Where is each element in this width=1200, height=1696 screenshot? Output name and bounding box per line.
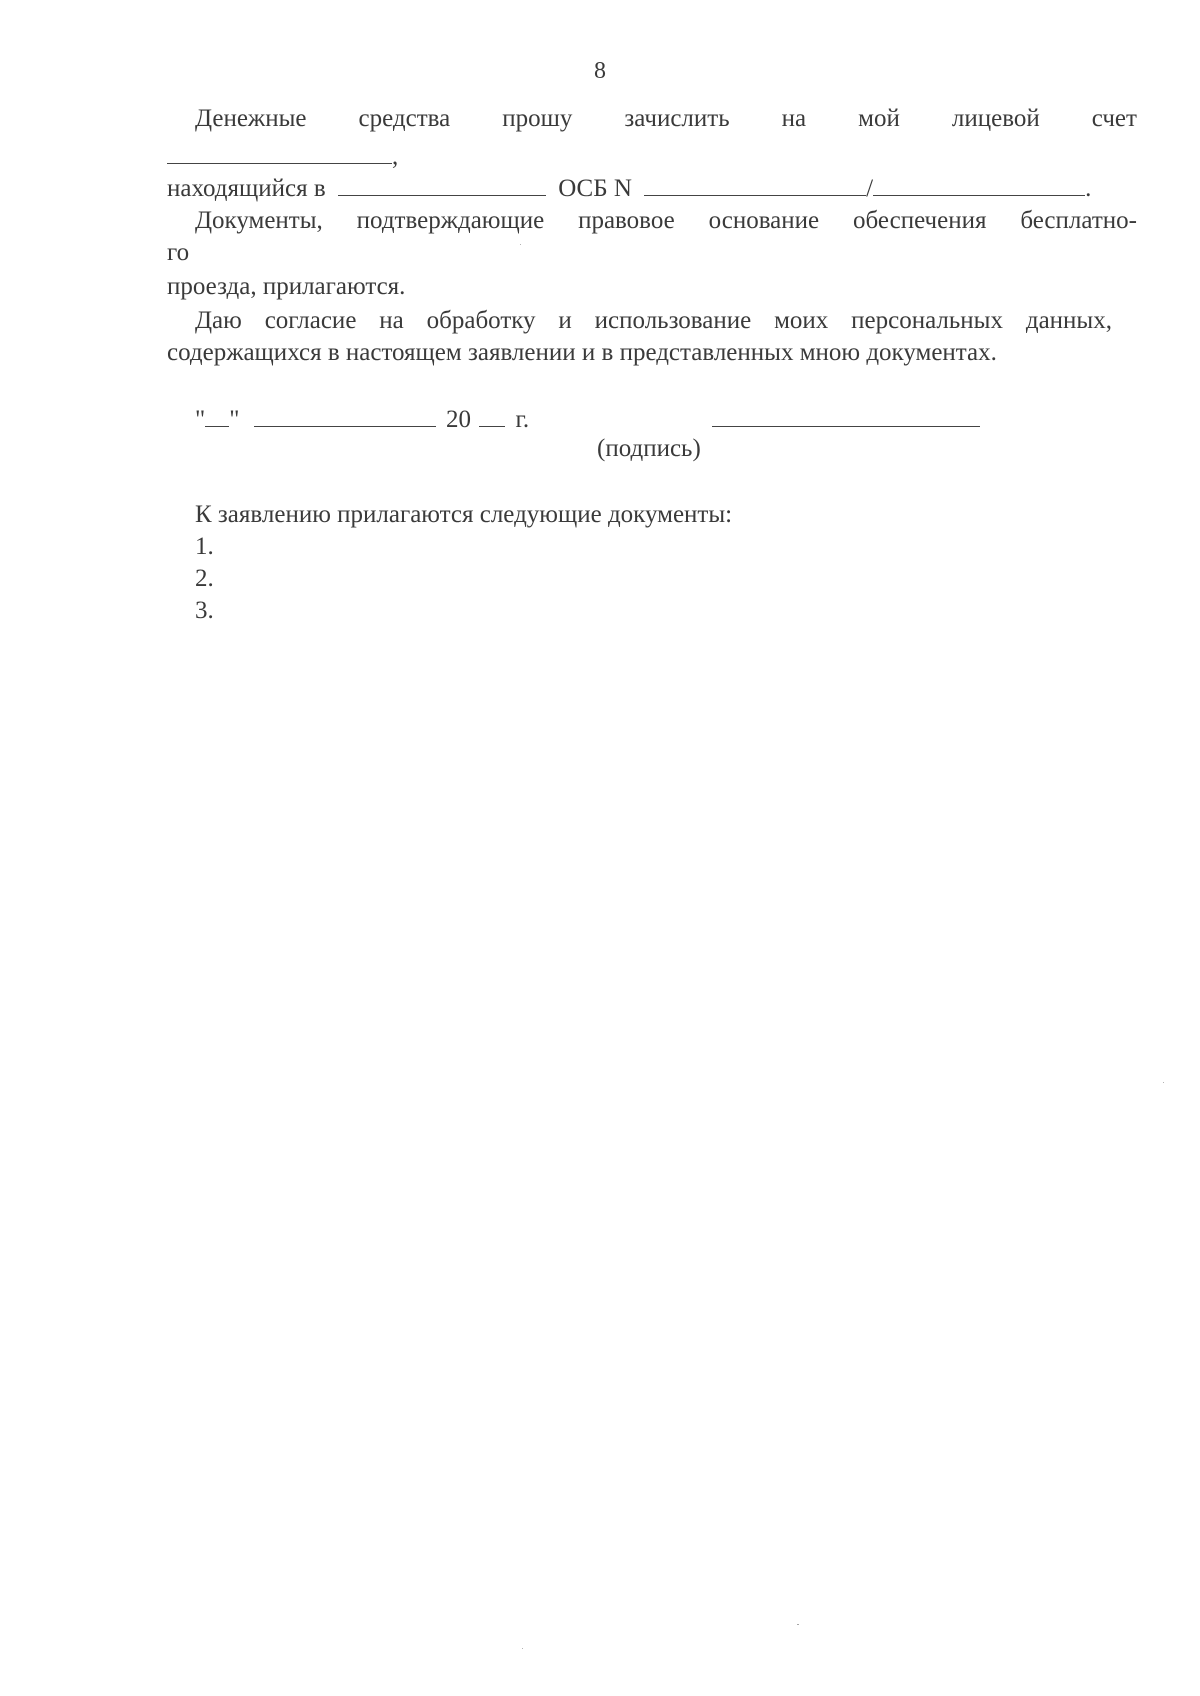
location-prefix: находящийся в (167, 175, 326, 202)
word: использование (594, 307, 752, 334)
word: согласие (264, 307, 357, 334)
attachment-item: 1. (195, 533, 214, 560)
word: Даю (195, 307, 242, 334)
slash: / (866, 175, 874, 202)
word: Документы, (195, 207, 323, 234)
account-number-line (167, 139, 398, 172)
osb-label: ОСБ N (558, 175, 632, 202)
consent-line-2: содержащихся в настоящем заявлении и в представленных мною документах. (167, 339, 997, 366)
signature-field (712, 402, 980, 435)
word: подтверждающие (356, 207, 545, 234)
consent-line-1 (195, 306, 1112, 336)
word: правовое (578, 207, 675, 234)
page-number: 8 (594, 58, 606, 84)
word: основание (708, 207, 820, 234)
year-prefix: 20 (445, 406, 471, 433)
documents-line-2: го (167, 239, 190, 266)
scan-speck (520, 244, 521, 245)
documents-line-3: проезда, прилагаются. (167, 273, 406, 300)
word: лицевой (951, 105, 1040, 132)
word: на (379, 307, 404, 334)
word: и (558, 307, 572, 334)
location-blank[interactable] (338, 171, 546, 196)
word: обеспечения (852, 207, 987, 234)
word: данных, (1025, 307, 1112, 334)
word: зачислить (624, 105, 730, 132)
word: обработку (426, 307, 536, 334)
month-blank[interactable] (254, 402, 436, 427)
word: моих (774, 307, 829, 334)
osb-number-blank[interactable] (644, 171, 866, 196)
word: счет (1091, 105, 1137, 132)
word: бесплатно- (1020, 207, 1137, 234)
day-blank[interactable] (205, 402, 229, 427)
scan-speck (1163, 1082, 1164, 1083)
word: прошу (502, 105, 573, 132)
year-suffix: г. (515, 406, 530, 433)
close-quote: " (229, 406, 240, 433)
open-quote: " (195, 406, 206, 433)
documents-line-1 (195, 206, 1137, 236)
year-blank[interactable] (479, 402, 505, 427)
period: . (1085, 175, 1092, 202)
comma: , (392, 143, 399, 170)
account-number-blank[interactable] (167, 139, 392, 164)
attachments-title: К заявлению прилагаются следующие документы: (195, 501, 733, 528)
account-request-line (195, 104, 1137, 134)
attachment-item: 3. (195, 597, 214, 624)
signature-blank[interactable] (712, 402, 980, 427)
scan-speck (797, 1624, 799, 1625)
word: Денежные (195, 105, 307, 132)
bank-location-line (167, 171, 1091, 204)
scan-speck (522, 1648, 523, 1649)
word: персональных (851, 307, 1003, 334)
attachment-item: 2. (195, 565, 214, 592)
word: средства (358, 105, 451, 132)
osb-branch-blank[interactable] (873, 171, 1085, 196)
word: на (781, 105, 807, 132)
signature-caption: (подпись) (597, 435, 701, 462)
date-line (195, 402, 529, 435)
word: мой (858, 105, 900, 132)
